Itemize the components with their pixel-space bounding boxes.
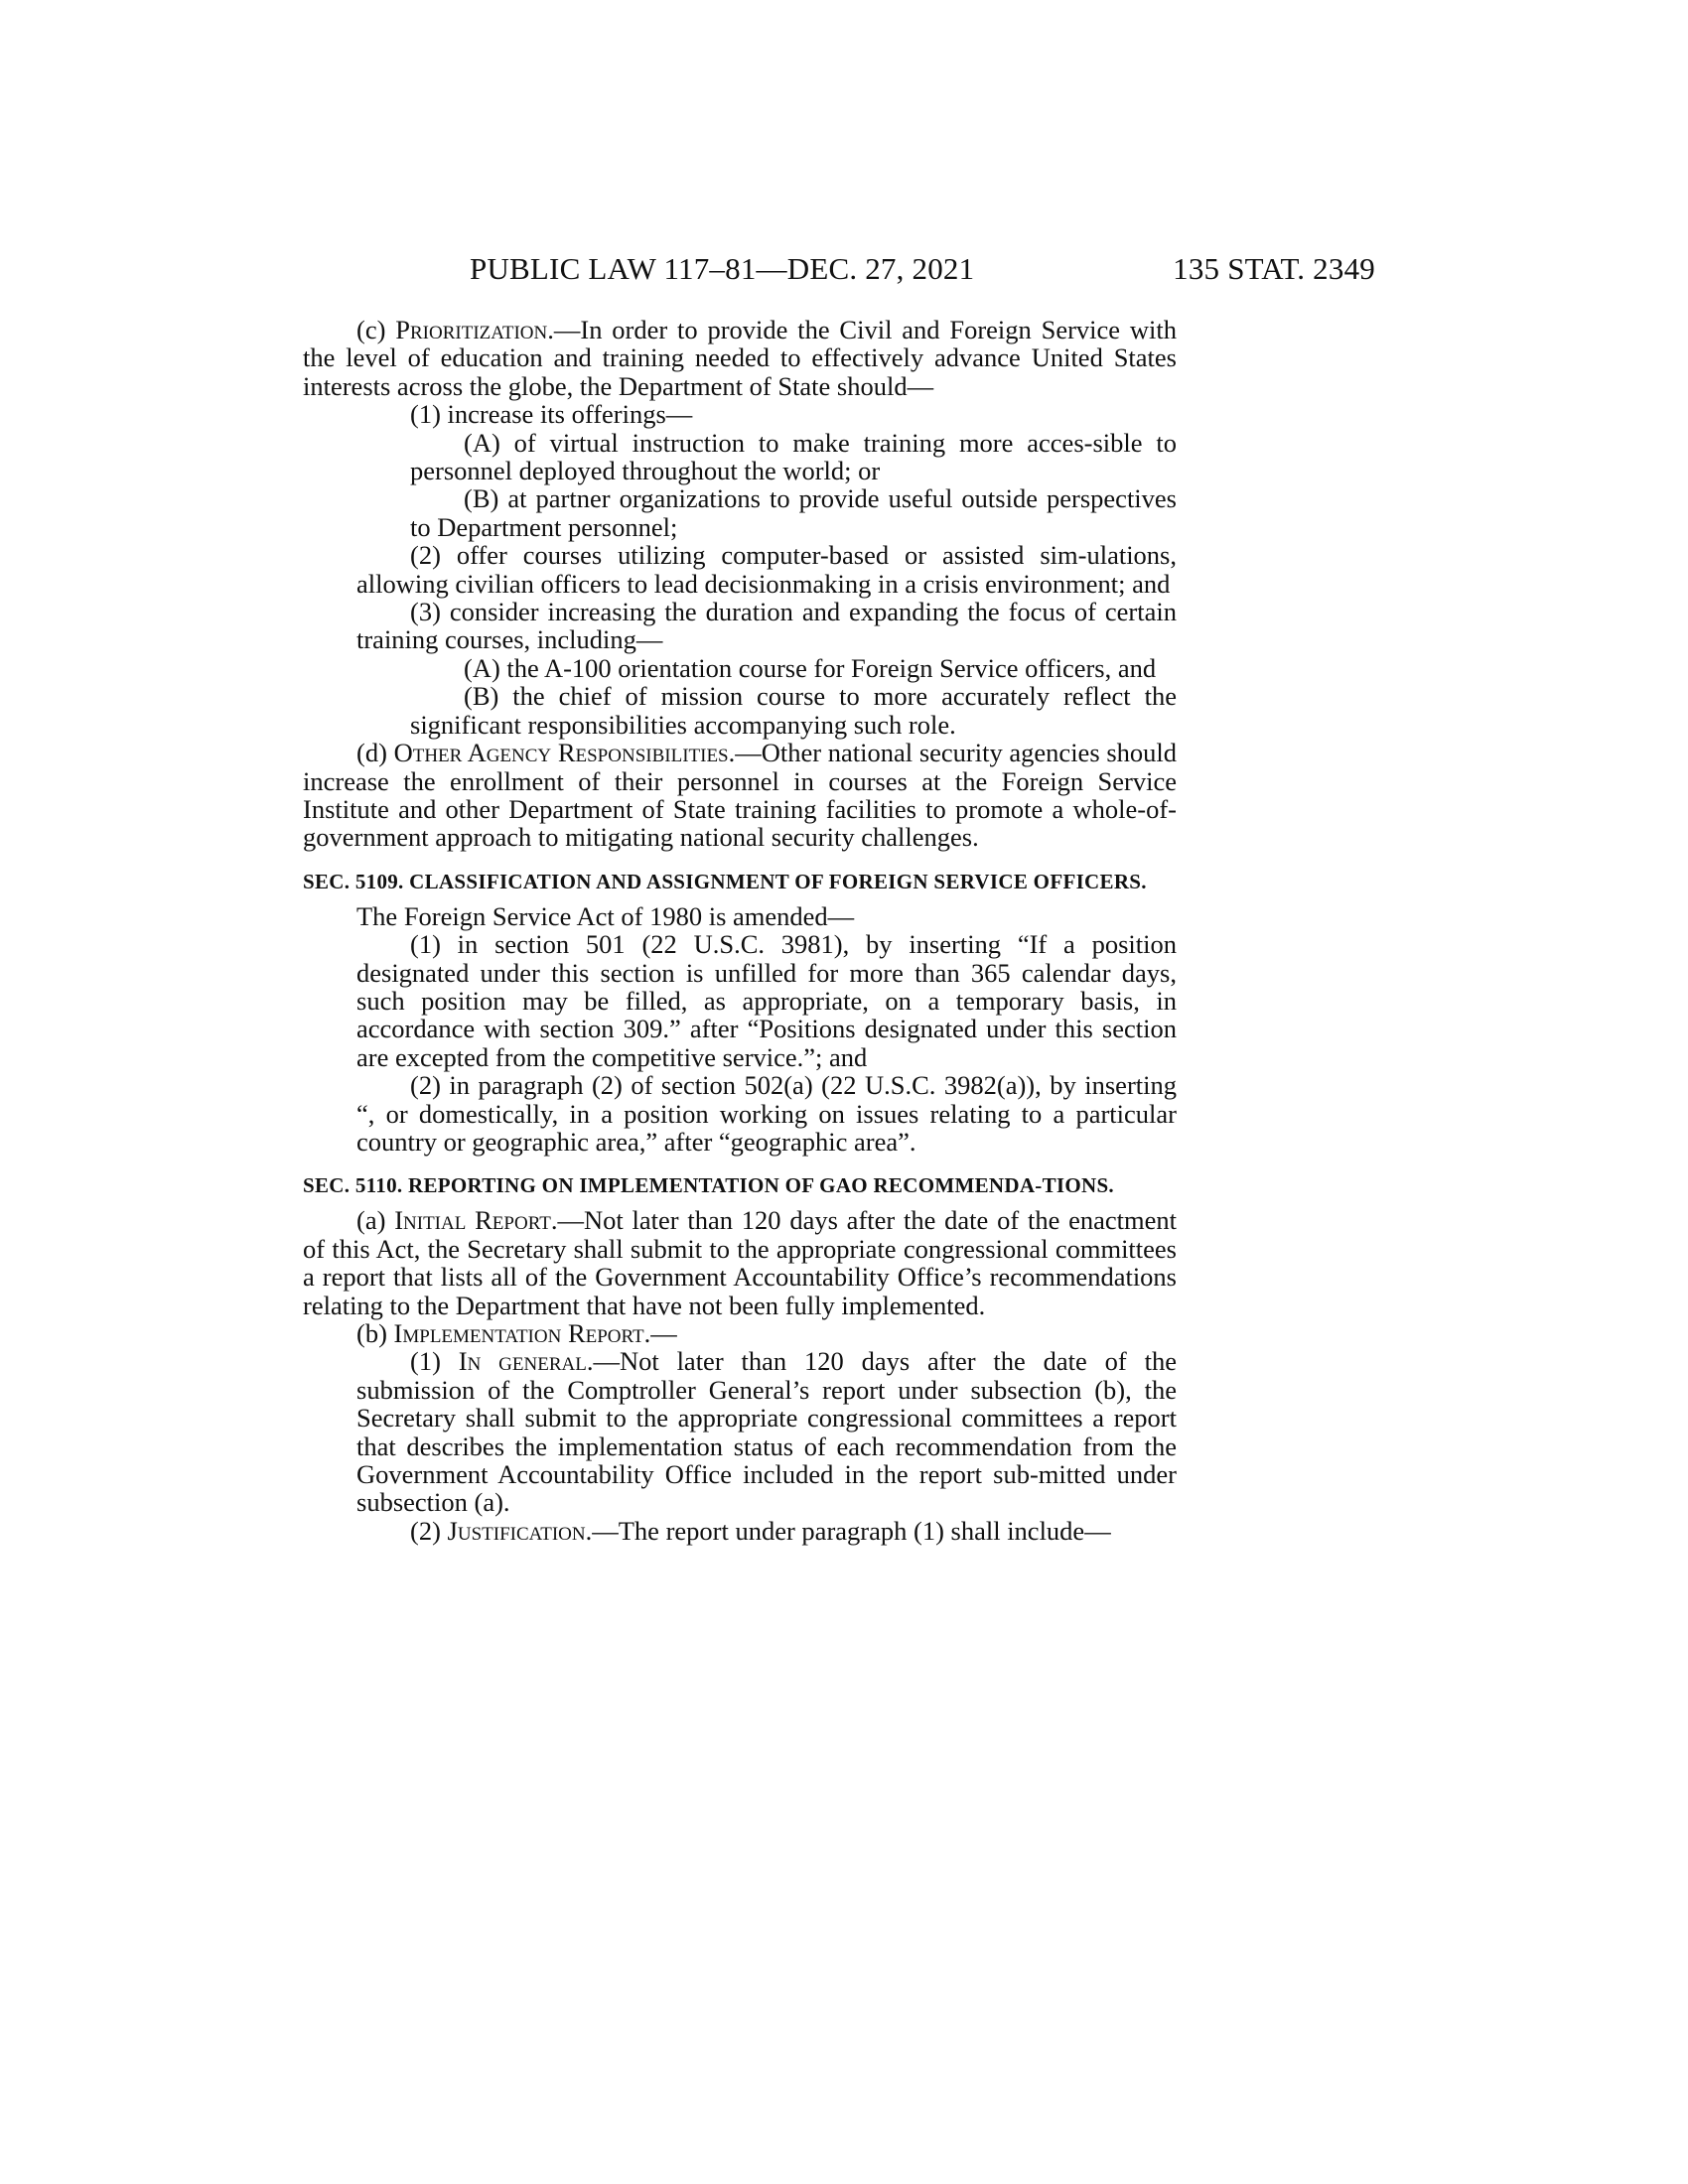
prioritization-item-2: (2) offer courses utilizing computer-based or assisted sim-ulations, allowing civilian officers to lead decisionmaking in a crisis environment; and bbox=[356, 540, 1177, 599]
in-general-heading: In general bbox=[458, 1346, 587, 1377]
section-5110-heading: SEC. 5110. REPORTING ON IMPLEMENTATION OF GAO RECOMMENDA-TIONS. bbox=[303, 1173, 1114, 1198]
in-general-paragraph: (1) In general.—Not later than 120 days after the date of the submission of the Comptroller General’s report under subsection (b), the Secretary shall submit to the appropriate congressional committees a report that describes the implementation status of each recommendation from the Government Accountability Office included in the report sub-mitted under subsection (a). bbox=[356, 1346, 1177, 1518]
prioritization-item-3b: (B) the chief of mission course to more accurately reflect the significant responsibilities accompanying such role. bbox=[410, 681, 1177, 740]
prioritization-item-1a: (A) of virtual instruction to make training more acces-sible to personnel deployed throughout the world; or bbox=[410, 427, 1177, 486]
prioritization-item-3a: (A) the A-100 orientation course for Foreign Service officers, and bbox=[464, 652, 1157, 683]
justification-paragraph: (2) Justification.—The report under paragraph (1) shall include— bbox=[410, 1515, 1111, 1546]
law-title: PUBLIC LAW 117–81—DEC. 27, 2021 bbox=[470, 251, 975, 286]
initial-report-paragraph: (a) Initial Report.—Not later than 120 days after the date of the enactment of this Act, the Secretary shall submit to the appropriate congressional committees a report that lists all of the Government Accountability Office’s recommendations relating to the Department that have not been fully implemented. bbox=[303, 1205, 1178, 1320]
prioritization-heading: Prioritization bbox=[395, 315, 548, 344]
running-header bbox=[303, 251, 1375, 291]
stat-page-number: 135 STAT. 2349 bbox=[1173, 251, 1375, 286]
section-5109-item-1: (1) in section 501 (22 U.S.C. 3981), by inserting “If a position designated under this section is unfilled for more than 365 calendar days, such position may be filled, as appropriate, on a temporary basis, in accordance with section 309.” after “Positions designated under this section are excepted from the competitive service.”; and bbox=[356, 929, 1177, 1072]
prioritization-item-1: (1) increase its offerings— bbox=[410, 399, 693, 430]
prioritization-paragraph: (c) Prioritization.—In order to provide the Civil and Foreign Service with the level of education and training needed to effectively advance United States interests across the globe, the Department of State should— bbox=[303, 315, 1177, 401]
section-5109-heading: SEC. 5109. CLASSIFICATION AND ASSIGNMENT OF FOREIGN SERVICE OFFICERS. bbox=[303, 869, 1147, 893]
other-agency-heading: Other Agency Responsibilities bbox=[393, 738, 729, 768]
prioritization-item-1b: (B) at partner organizations to provide useful outside perspectives to Department personnel; bbox=[410, 483, 1177, 542]
other-agency-paragraph: (d) Other Agency Responsibilities.—Other national security agencies should increase the enrollment of their personnel in courses at the Foreign Service Institute and other Department of State training facilities to promote a whole-of-government approach to mitigating national security challenges. bbox=[303, 738, 1177, 853]
implementation-report-paragraph: (b) Implementation Report.— bbox=[356, 1318, 677, 1348]
section-5109-intro: The Foreign Service Act of 1980 is amended— bbox=[356, 900, 855, 931]
document-body bbox=[303, 316, 1177, 1545]
justification-heading: Justification bbox=[447, 1515, 586, 1546]
section-5109-item-2: (2) in paragraph (2) of section 502(a) (22 U.S.C. 3982(a)), by inserting “, or domestically, in a position working on issues relating to a particular country or geographic area,” after “geographic area”. bbox=[356, 1070, 1177, 1157]
prioritization-item-3: (3) consider increasing the duration and expanding the focus of certain training courses, including— bbox=[356, 597, 1177, 655]
initial-report-heading: Initial Report bbox=[394, 1205, 551, 1236]
implementation-report-heading: Implementation Report bbox=[393, 1318, 644, 1348]
